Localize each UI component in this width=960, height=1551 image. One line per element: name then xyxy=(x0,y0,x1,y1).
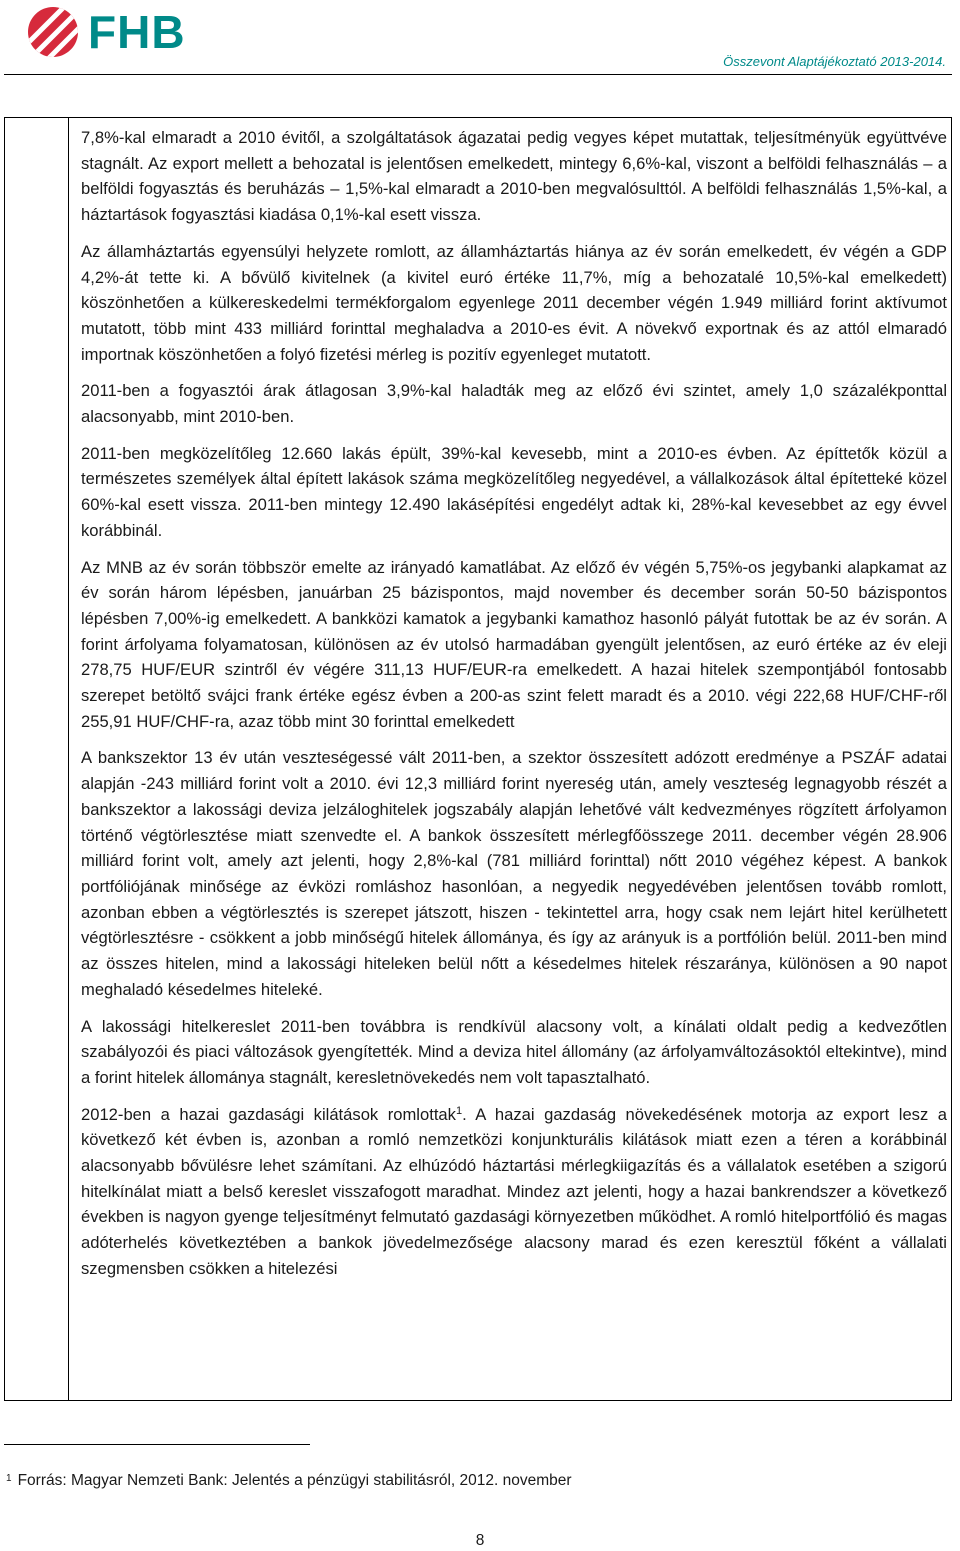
page-header xyxy=(0,0,960,100)
logo-text: FHB xyxy=(88,6,186,58)
paragraph: Az államháztartás egyensúlyi helyzete romlott, az államháztartás hiánya az év során emelkedett, év végén a GDP 4,2%-át tette ki. A bővülő kivitelnek (a kivitel euró értéke 11,7%, míg a behozatalé 10,5%-kal emelkedett) köszönhetően a külkereskedelmi termékforgalom egyenlege 2011 december végén 1.949 milliárd forint aktívumot mutatott, több mint 433 milliárd forinttal meghaladva a 2010-es évit. A növekvő exportnak és az attól elmaradó importnak köszönhetően a folyó fizetési mérleg is pozitív egyenleget mutatott. xyxy=(81,241,947,364)
footnote-text: Forrás: Magyar Nemzeti Bank: Jelentés a pénzügyi stabilitásról, 2012. november xyxy=(17,1472,572,1489)
paragraph-text: 2012-ben a hazai gazdasági kilátások romlottak xyxy=(81,1104,456,1124)
paragraph-with-footnote xyxy=(81,1102,947,1282)
footnote-reference[interactable]: 1 xyxy=(455,1104,463,1117)
fhb-logo xyxy=(26,4,186,60)
frame-column-divider xyxy=(68,117,69,1401)
footnote xyxy=(6,1471,572,1491)
page-number: 8 xyxy=(475,1532,485,1549)
footnote-marker: 1 xyxy=(6,1473,12,1484)
paragraph: 2011-ben megközelítőleg 12.660 lakás épült, 39%-kal kevesebb, mint a 2010-es évben. Az építtetők közül a természetes személyek által épített lakások száma megközelítőleg negyedével, a vállalkozások által építetteké közel 60%-kal esett vissza. 2011-ben mintegy 12.490 lakásépítési engedélyt adtak ki, 28%-kal kevesebbet az egy évvel korábbinál. xyxy=(81,443,947,540)
paragraph: A bankszektor 13 év után veszteségessé vált 2011-ben, a szektor összesített adózott eredménye a PSZÁF adatai alapján -243 milliárd forint volt a 2010. évi 12,3 milliárd forint nyereség után, amely veszteség legnagyobb részét a bankszektor a lakossági deviza jelzáloghitelek jogszabály alapján lehetővé vált kedvezményes rögzített árfolyamon történő végtörlesztése miatt szenvedte el. A bankok összesített mérlegfőösszege 2011. december végén 28.906 milliárd forint volt, amely azt jelenti, hogy 2,8%-kal (781 milliárd forinttal) nőtt 2010 végéhez képest. A bankok portfóliójának minősége az évközi romláshoz hasonlóan, a negyedik negyedévében jelentősen tovább romlott, azonban ebben a végtörlesztés is szerepet játszott, hiszen - tekintettel arra, hogy csak nem lejárt hitel kerülhetett végtörlesztésre - csökkent a jobb minőségű hitelek állománya, és így az arányuk is a portfólión belül. 2011-ben mind az összes hitelen, mind a lakossági hiteleken belül nőtt a késedelmes hitelek részaránya, különösen a 90 napot meghaladó késedelmes hiteleké. xyxy=(81,748,947,999)
paragraph: 2011-ben a fogyasztói árak átlagosan 3,9%-kal haladták meg az előző évi szintet, amely 1,0 százalékponttal alacsonyabb, mint 2010-ben. xyxy=(81,381,947,427)
paragraph: 7,8%-kal elmaradt a 2010 évitől, a szolgáltatások ágazatai pedig vegyes képet mutattak, teljesítményük együttvéve stagnált. Az export mellett a behozatal is jelentősen emelkedett, mintegy 6,6%-kal, viszont a belföldi felhasználás – a belföldi fogyasztás és beruházás – 1,5%-kal elmaradt a 2010-ben megvalósulttól. A belföldi felhasználás 1,5%-kal, a háztartások fogyasztási kiadása 0,1%-kal esett vissza. xyxy=(81,128,947,225)
footnote-rule xyxy=(4,1444,310,1445)
fhb-stripes-circle-icon xyxy=(26,5,80,59)
paragraph-text: . A hazai gazdaság növekedésének motorja az export lesz a következő két évben is, azonban a romló nemzetközi konjunkturális kilátások miatt ezen a téren a korábbinál alacsonyabb bővülésre lehet számítani. Az elhúzódó háztartási mérlegkiigazítás és a vállalatok esetében a szigorú hitelkínálat miatt a belső kereslet visszafogott maradhat. Mindez azt jelenti, hogy a hazai bankrendszer a következő években is nagyon gyenge teljesítményt felmutató gazdasági környezetben működhet. A romló hitelportfólió és magas adóterhelés következtében a bankok jövedelmezősége alacsony marad és ezen keresztül főként a vállalati szegmensben csökken a hitelezési xyxy=(81,1104,947,1278)
document-title: Összevont Alaptájékoztató 2013-2014. xyxy=(723,54,946,69)
main-text xyxy=(81,125,947,1401)
header-rule xyxy=(4,74,952,75)
paragraph: Az MNB az év során többször emelte az irányadó kamatlábat. Az előző év végén 5,75%-os jegybanki alapkamat az év során három lépésben, januárban 25 bázispontos, majd november és december során 50-50 bázispontos lépésben 7,00%-ig emelkedett. A bankközi kamatok a jegybanki kamathoz hasonló pályát futottak be az év során. A forint árfolyama folyamatosan, különösen az év utolsó harmadában gyengült jelentősen, az euró értéke az év eleji 278,75 HUF/EUR szintről év végére 311,13 HUF/EUR-ra emelkedett. A hazai hitelek szempontjából fontosabb szerepet betöltő svájci frank értéke egész évben a 200-as szint felett maradt és a 2010. végi 222,68 HUF/CHF-ről 255,91 HUF/CHF-ra, azaz több mint 30 forinttal emelkedett xyxy=(81,557,947,731)
paragraph: A lakossági hitelkereslet 2011-ben továbbra is rendkívül alacsony volt, a kínálati oldalt pedig a kedvezőtlen szabályozói és piaci változások gyengítették. Mind a deviza hitel állomány (az árfolyamváltozásoktól eltekintve), mind a forint hitelek állománya stagnált, keresletnövekedés nem volt tapasztalható. xyxy=(81,1016,947,1087)
